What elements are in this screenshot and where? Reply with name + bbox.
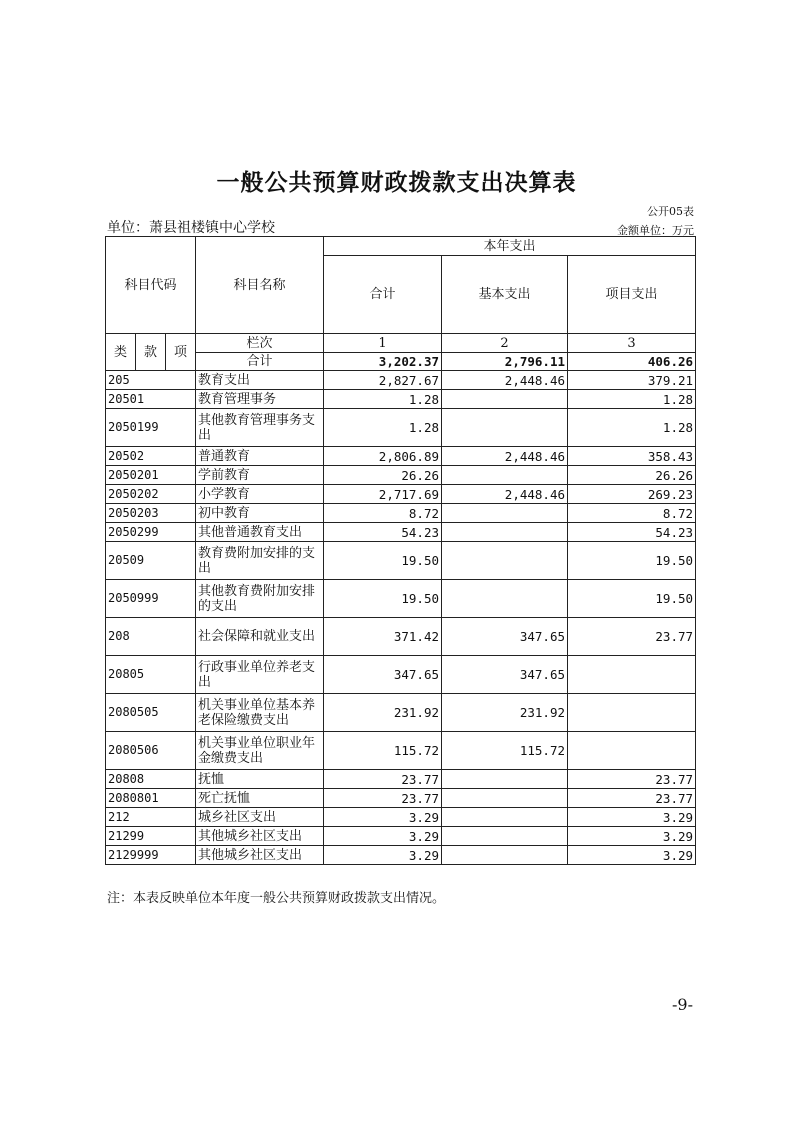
header-subject-code: 科目代码 [106,237,196,334]
row-code: 212 [106,808,196,827]
row-name: 死亡抚恤 [196,789,324,808]
row-total: 2,806.89 [324,447,442,466]
row-total: 1.28 [324,390,442,409]
row-code: 21299 [106,827,196,846]
row-code: 2050203 [106,504,196,523]
row-project: 23.77 [568,789,696,808]
row-project [568,694,696,732]
row-basic [442,390,568,409]
table-row [106,390,696,409]
row-code: 20502 [106,447,196,466]
row-basic: 2,448.46 [442,447,568,466]
table-row [106,827,696,846]
row-name: 初中教育 [196,504,324,523]
table-row [106,447,696,466]
row-basic [442,504,568,523]
row-total: 1.28 [324,409,442,447]
table-note: 注：本表反映单位本年度一般公共预算财政拨款支出情况。 [107,891,446,906]
row-name: 教育费附加安排的支出 [196,542,324,580]
row-basic [442,466,568,485]
header-kuan: 款 [136,334,166,371]
row-name: 其他城乡社区支出 [196,846,324,865]
table-row [106,371,696,390]
row-code: 208 [106,618,196,656]
table-row [106,580,696,618]
row-basic: 2,448.46 [442,485,568,504]
table-row [106,409,696,447]
row-code: 205 [106,371,196,390]
row-basic: 2,448.46 [442,371,568,390]
header-xiang: 项 [166,334,196,371]
row-basic [442,523,568,542]
table-row [106,618,696,656]
row-name: 小学教育 [196,485,324,504]
header-lei: 类 [106,334,136,371]
row-code: 20509 [106,542,196,580]
header-basic: 基本支出 [442,256,568,334]
row-basic [442,827,568,846]
row-total: 8.72 [324,504,442,523]
table-row [106,789,696,808]
sum-label: 合计 [196,353,324,371]
row-code: 20808 [106,770,196,789]
row-name: 抚恤 [196,770,324,789]
table-row [106,770,696,789]
sum-basic: 2,796.11 [442,353,568,371]
header-col1: 1 [324,334,442,353]
table-row [106,846,696,865]
table-row [106,485,696,504]
header-project: 项目支出 [568,256,696,334]
row-project: 23.77 [568,618,696,656]
row-project: 379.21 [568,371,696,390]
row-project: 3.29 [568,846,696,865]
row-name: 其他教育费附加安排的支出 [196,580,324,618]
sum-project: 406.26 [568,353,696,371]
row-project: 23.77 [568,770,696,789]
row-total: 23.77 [324,770,442,789]
row-total: 2,717.69 [324,485,442,504]
row-project: 3.29 [568,827,696,846]
row-project: 19.50 [568,542,696,580]
row-code: 20805 [106,656,196,694]
row-code: 2129999 [106,846,196,865]
row-total: 2,827.67 [324,371,442,390]
row-total: 54.23 [324,523,442,542]
row-total: 115.72 [324,732,442,770]
row-total: 26.26 [324,466,442,485]
row-total: 23.77 [324,789,442,808]
row-name: 社会保障和就业支出 [196,618,324,656]
row-name: 行政事业单位养老支出 [196,656,324,694]
table-row [106,656,696,694]
row-total: 231.92 [324,694,442,732]
row-project: 1.28 [568,409,696,447]
row-project: 26.26 [568,466,696,485]
row-project: 8.72 [568,504,696,523]
row-project: 54.23 [568,523,696,542]
row-project: 358.43 [568,447,696,466]
row-total: 3.29 [324,808,442,827]
row-basic [442,770,568,789]
page-number: -9- [672,995,693,1014]
table-row [106,466,696,485]
row-basic: 231.92 [442,694,568,732]
amount-unit: 金额单位：万元 [617,224,694,237]
expenditure-table [105,236,696,865]
row-total: 371.42 [324,618,442,656]
row-project: 3.29 [568,808,696,827]
header-col2: 2 [442,334,568,353]
row-project [568,732,696,770]
header-subject-name: 科目名称 [196,237,324,334]
table-row [106,523,696,542]
row-basic: 347.65 [442,656,568,694]
row-code: 20501 [106,390,196,409]
row-basic: 347.65 [442,618,568,656]
row-basic [442,409,568,447]
row-basic [442,846,568,865]
row-name: 普通教育 [196,447,324,466]
row-code: 2050199 [106,409,196,447]
row-code: 2080505 [106,694,196,732]
row-basic: 115.72 [442,732,568,770]
reporting-unit: 单位：萧县祖楼镇中心学校 [107,220,275,236]
table-row [106,808,696,827]
row-name: 其他城乡社区支出 [196,827,324,846]
row-name: 其他教育管理事务支出 [196,409,324,447]
row-total: 3.29 [324,846,442,865]
row-name: 学前教育 [196,466,324,485]
row-basic [442,580,568,618]
table-row [106,504,696,523]
header-column-index: 栏次 [196,334,324,353]
header-current-year: 本年支出 [324,237,696,256]
row-code: 2050201 [106,466,196,485]
row-total: 19.50 [324,542,442,580]
row-code: 2050202 [106,485,196,504]
row-name: 城乡社区支出 [196,808,324,827]
row-basic [442,789,568,808]
header-total: 合计 [324,256,442,334]
row-name: 教育支出 [196,371,324,390]
form-number: 公开05表 [647,205,694,218]
table-row [106,732,696,770]
row-basic [442,542,568,580]
header-col3: 3 [568,334,696,353]
row-project [568,656,696,694]
row-code: 2080801 [106,789,196,808]
sum-total: 3,202.37 [324,353,442,371]
table-row [106,542,696,580]
row-code: 2080506 [106,732,196,770]
row-project: 1.28 [568,390,696,409]
row-basic [442,808,568,827]
row-code: 2050999 [106,580,196,618]
row-name: 教育管理事务 [196,390,324,409]
row-name: 机关事业单位基本养老保险缴费支出 [196,694,324,732]
page-title: 一般公共预算财政拨款支出决算表 [216,170,577,196]
row-total: 3.29 [324,827,442,846]
table-row [106,694,696,732]
row-name: 其他普通教育支出 [196,523,324,542]
row-project: 269.23 [568,485,696,504]
row-name: 机关事业单位职业年金缴费支出 [196,732,324,770]
row-code: 2050299 [106,523,196,542]
row-total: 19.50 [324,580,442,618]
row-project: 19.50 [568,580,696,618]
row-total: 347.65 [324,656,442,694]
